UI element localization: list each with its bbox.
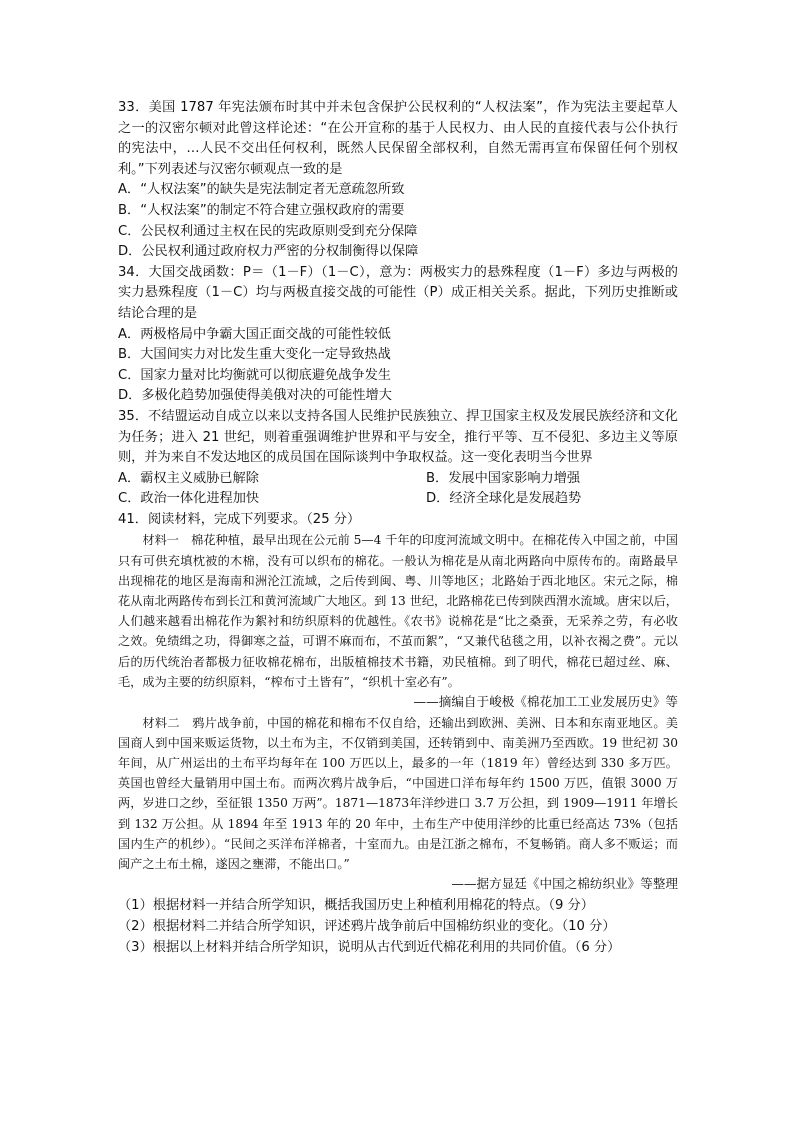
material-two: 材料二 鸦片战争前，中国的棉花和棉布不仅自给，还输出到欧洲、美洲、日本和东南亚地区。美国商人到中国来贩运货物，以土布为主，不仅销到美国，还转销到中、南美洲乃至西欧。19 世纪初 30 年间，从广州运出的土布平均每年在 100 万匹以上，最多的一年（1819 年）曾经达到 330 多万匹。英国也曾经大量销用中国土布。而两次鸦片战争后，“中国进口洋布每年约 1500 万匹，值银 3000 万两，岁进口之纱，至征银 1350 万两”。1871—1873年洋纱进口 3.7 万公担，到 1909—1911 年增长到 132 万公担。从 1894 年至 1913 年的 20 年中，土布生产中使用洋纱的比重已经高达 73%（包括国内生产的机纱）。“民间之买洋布洋棉者，十室而九。由是江浙之棉布，不复畅销。商人多不贩运；而闽产之土布土棉，遂因之壅滞，不能出口。” (118, 715, 678, 871)
question-34-option-a: A．两极格局中争霸大国正面交战的可能性较低 (118, 326, 391, 342)
question-35-stem: 35．不结盟运动自成立以来以支持各国人民维护民族独立、捍卫国家主权及发展民族经济和文化为任务；进入 21 世纪，则着重强调维护世界和平与安全，推行平等、互不侵犯、多边主义等原则，并为来自不发达地区的成员国在国际谈判中争取权益。这一变化表明当今世界 (118, 408, 678, 466)
material-one: 材料一 棉花种植，最早出现在公元前 5—4 千年的印度河流域文明中。在棉花传入中国之前，中国只有可供充填枕被的木棉，没有可以织布的棉花。一般认为棉花是从南北两路向中原传布的。南路最早出现棉花的地区是海南和洲沦江流域，之后传到闽、粤、川等地区；北路始于西北地区。宋元之际，棉花从南北两路传布到长江和黄河流域广大地区。到 13 世纪，北路棉花已传到陕西渭水流域。唐宋以后，人们越来越看出棉花作为絮衬和纺织原料的优越性。《农书》说棉花是“比之桑蚕，无采养之劳，有必收之效。免绩缉之功，得御寒之益，可谓不麻而布，不茧而絮”，“又兼代毡毯之用，以补衣褐之费”。元以后的历代统治者都极力征收棉花棉布，出版植棉技术书籍，劝民植棉。到了明代，棉花已超过丝、麻、毛，成为主要的纺织原料，“榨布寸土皆有”，“织机十室必有”。 (118, 533, 678, 689)
question-41-sub-2: （2）根据材料二并结合所学知识，评述鸦片战争前后中国棉纺织业的变化。（10 分） (118, 918, 616, 934)
question-35-options-row-2 (118, 489, 678, 510)
question-34-option-b: B．大国间实力对比发生重大变化一定导致热战 (118, 347, 391, 363)
question-34-option-c: C．国家力量对比均衡就可以彻底避免战争发生 (118, 367, 391, 383)
exam-page (118, 98, 678, 958)
question-34-stem: 34．大国交战函数：P＝（1－F）（1－C），意为：两极实力的悬殊程度（1－F）多边与两极的实力悬殊程度（1－C）均与两极直接交战的可能性（P）成正相关关系。据此，下列历史推断或结论合理的是 (118, 264, 678, 321)
question-33-option-b: B．“人权法案”的制定不符合建立强权政府的需要 (118, 202, 405, 218)
question-33-option-c: C．公民权利通过主权在民的宪政原则受到充分保障 (118, 223, 418, 239)
question-41-sub-1: （1）根据材料一并结合所学知识，概括我国历史上种植利用棉花的特点。（9 分） (118, 897, 594, 913)
material-one-source: ——摘编自于峻极《棉花加工工业发展历史》等 (413, 694, 678, 710)
question-35-option-a: A．霸权主义威胁已解除 (118, 470, 259, 486)
question-35-option-c: C．政治一体化进程加快 (118, 491, 260, 507)
question-41-sub-3: （3）根据以上材料并结合所学知识，说明从古代到近代棉花利用的共同价值。（6 分） (118, 939, 621, 955)
question-41-stem: 41．阅读材料，完成下列要求。（25 分） (118, 511, 361, 527)
question-33-option-d: D．公民权利通过政府权力严密的分权制衡得以保障 (118, 244, 419, 260)
question-35-option-b: B．发展中国家影响力增强 (426, 470, 581, 486)
question-35-option-d: D．经济全球化是发展趋势 (426, 491, 582, 507)
question-34-option-d: D．多极化趋势加强使得美俄对决的可能性增大 (118, 388, 392, 404)
question-33-option-a: A．“人权法案”的缺失是宪法制定者无意疏忽所致 (118, 182, 405, 198)
question-33-stem: 33．美国 1787 年宪法颁布时其中并未包含保护公民权利的“人权法案”，作为宪法主要起草人之一的汉密尔顿对此曾这样论述：“在公开宣称的基于人民权力、由人民的直接代表与公仆执行的宪法中，…人民不交出任何权利，既然人民保留全部权利，自然无需再宣布保留任何个别权利。”下列表述与汉密尔顿观点一致的是 (118, 100, 678, 177)
question-35-options-row-1 (118, 469, 678, 490)
material-two-source: ——据方显廷《中国之棉纺织业》等整理 (451, 876, 678, 892)
